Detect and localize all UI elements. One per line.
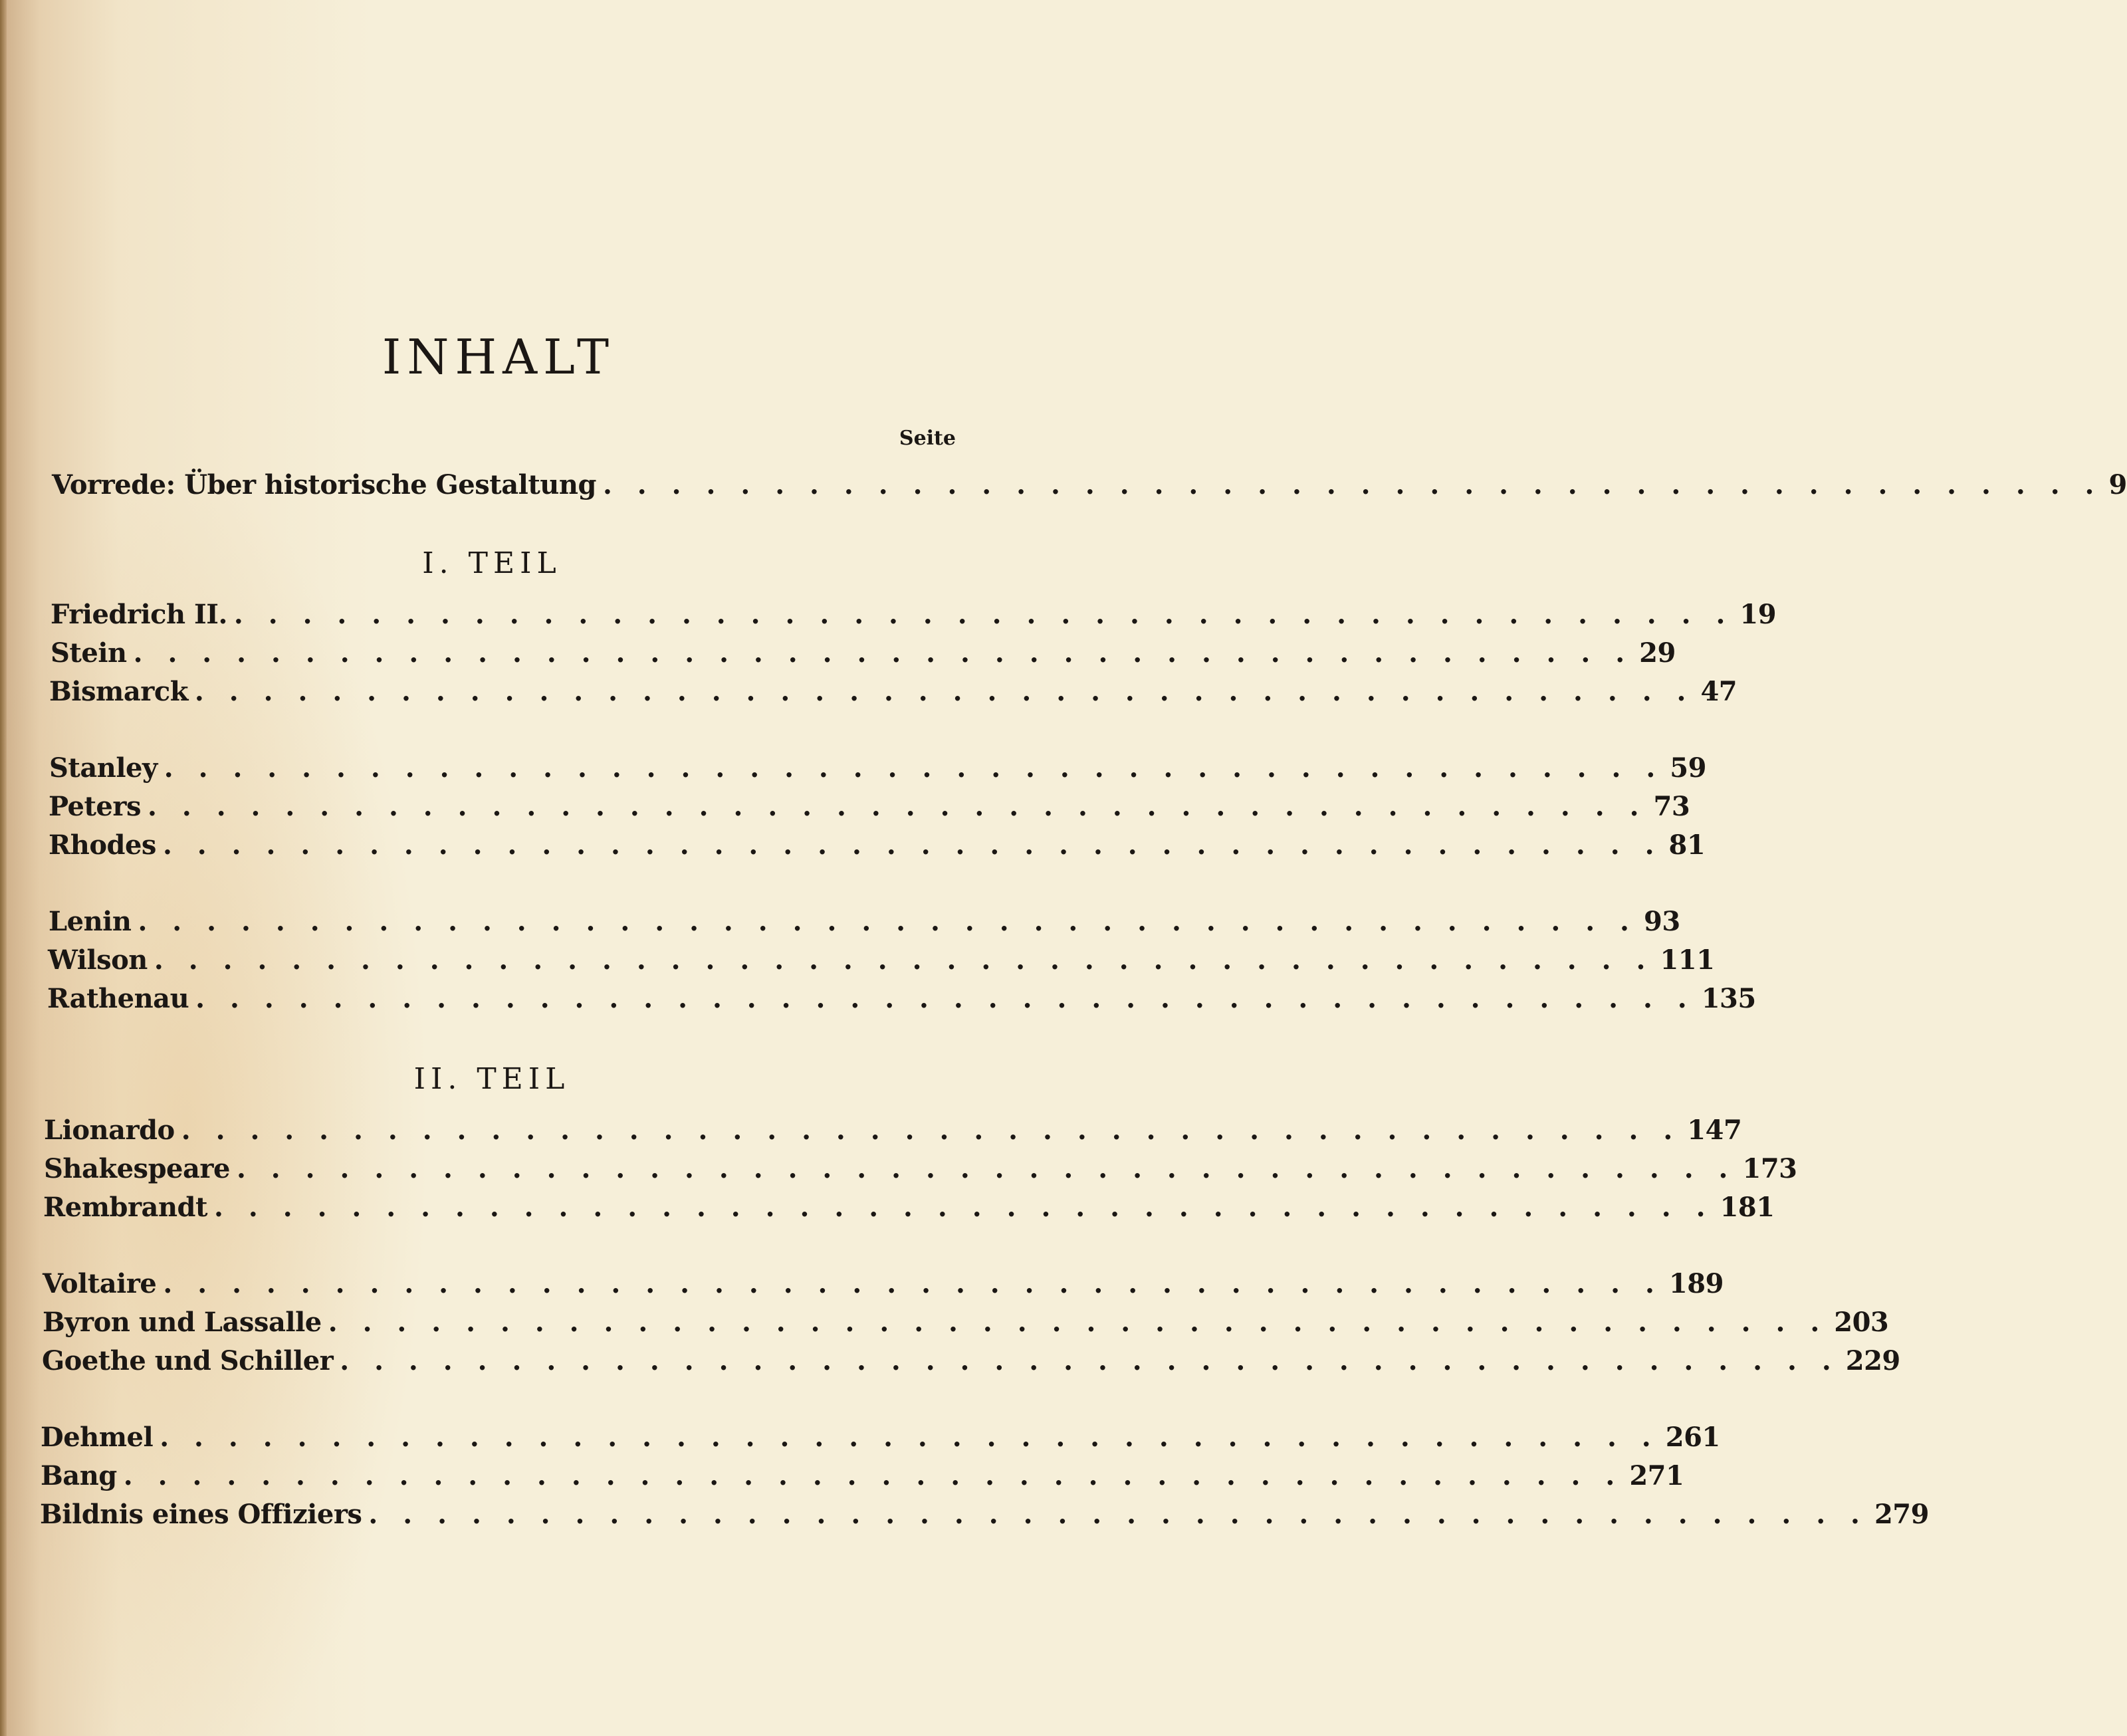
toc-entry [43, 1305, 1889, 1341]
toc-entry-title: Rathenau [47, 983, 189, 1014]
toc-entry-page: 29 [1639, 637, 1676, 669]
toc-entry-page: 147 [1687, 1115, 1742, 1146]
toc-entry [49, 674, 1737, 710]
toc-entry-page: 81 [1668, 829, 1706, 861]
toc-entry-title: Voltaire [43, 1268, 157, 1299]
toc-entry-title: Peters [49, 791, 141, 822]
toc-entry-page: 73 [1653, 791, 1690, 822]
dot-leader: . . . . . . . . . . . . . . . . . . . . . . . . . . . . . . . . . . . . . . . . . . . . [181, 1115, 1681, 1146]
toc-entry-page: 229 [1845, 1345, 1900, 1376]
toc-entry-title: Dehmel [41, 1422, 154, 1453]
toc-entry-page: 271 [1629, 1460, 1684, 1491]
dot-leader: . . . . . . . . . . . . . . . . . . . . . . . . . . . . . . . . . . . . . . . . . . . . [164, 752, 1664, 784]
toc-entry-title: Goethe und Schiller [42, 1345, 334, 1376]
toc-entry-page: 135 [1701, 983, 1756, 1014]
page-title: INHALT [382, 329, 616, 385]
toc-entry-page: 93 [1643, 906, 1680, 937]
toc-entry-page: 173 [1742, 1153, 1797, 1184]
dot-leader: . . . . . . . . . . . . . . . . . . . . . . . . . . . . . . . . . . . . . . . . . . . . [163, 1268, 1662, 1299]
toc-entry-title: Rhodes [49, 829, 156, 861]
toc-entry-title: Lionardo [44, 1115, 175, 1146]
dot-leader: . . . . . . . . . . . . . . . . . . . . . . . . . . . . . . . . . . . . . . . . . . . . [195, 983, 1695, 1014]
toc-entry-title: Stanley [49, 752, 158, 784]
toc-entry-title: Byron und Lassalle [43, 1307, 322, 1338]
toc-entry [44, 1151, 1797, 1187]
toc-entry-title: Lenin [49, 906, 132, 937]
toc-entry [51, 597, 1777, 633]
toc-entry [42, 1343, 1900, 1379]
toc-entry-page: 279 [1874, 1499, 1929, 1530]
toc-entry-preface [52, 467, 2127, 503]
toc-entry-title: Stein [51, 637, 127, 669]
dot-leader: . . . . . . . . . . . . . . . . . . . . . . . . . . . . . . . . . . . . . . . . . . . . [154, 944, 1654, 976]
dot-leader: . . . . . . . . . . . . . . . . . . . . . . . . . . . . . . . . . . . . . . . . . . . . [328, 1307, 1828, 1338]
toc-entry [49, 827, 1706, 863]
dot-leader: . . . . . . . . . . . . . . . . . . . . . . . . . . . . . . . . . . . . . . . . . . . . [233, 599, 1734, 630]
toc-entry-page: 181 [1720, 1192, 1775, 1223]
toc-entry [43, 1266, 1724, 1302]
part-2-heading: II. TEIL [413, 1062, 570, 1096]
toc-entry [43, 1190, 1775, 1226]
toc-entry-title: Rembrandt [43, 1192, 208, 1223]
dot-leader: . . . . . . . . . . . . . . . . . . . . . . . . . . . . . . . . . . . . . . . . . . . . [340, 1345, 1839, 1376]
toc-entry-title: Shakespeare [44, 1153, 230, 1184]
toc-entry [51, 635, 1676, 671]
dot-leader: . . . . . . . . . . . . . . . . . . . . . . . . . . . . . . . . . . . . . . . . . . . . [123, 1460, 1623, 1491]
toc-entry-page: 111 [1660, 944, 1715, 976]
toc-entry-page: 189 [1668, 1268, 1724, 1299]
dot-leader: . . . . . . . . . . . . . . . . . . . . . . . . . . . . . . . . . . . . . . . . . . . . [214, 1192, 1714, 1223]
toc-entry [49, 904, 1680, 940]
toc-entry [44, 1113, 1742, 1148]
dot-leader: . . . . . . . . . . . . . . . . . . . . . . . . . . . . . . . . . . . . . . . . . . . . [133, 637, 1633, 669]
toc-entry [40, 1497, 1929, 1533]
dot-leader: . . . . . . . . . . . . . . . . . . . . . . . . . . . . . . . . . . . . . . . . . . . . [160, 1422, 1659, 1453]
toc-entry-page: 9 [2108, 469, 2127, 500]
dot-leader: . . . . . . . . . . . . . . . . . . . . . . . . . . . . . . . . . . . . . . . . . . . . [368, 1499, 1868, 1530]
toc-entry [41, 1458, 1684, 1494]
toc-entry-title: Bildnis eines Offiziers [40, 1499, 362, 1530]
toc-entry-page: 47 [1700, 676, 1737, 707]
toc-entry-page: 261 [1665, 1422, 1720, 1453]
toc-entry-title: Vorrede: Über historische Gestaltung [52, 469, 596, 500]
toc-entry-page: 19 [1739, 599, 1777, 630]
page-edge-shadow [0, 0, 7, 1736]
toc-entry-title: Wilson [48, 944, 148, 976]
dot-leader: . . . . . . . . . . . . . . . . . . . . . . . . . . . . . . . . . . . . . . . . . . . . [194, 676, 1694, 707]
toc-entry-page: 59 [1670, 752, 1706, 784]
dot-leader: . . . . . . . . . . . . . . . . . . . . . . . . . . . . . . . . . . . . . . . . . . . . [602, 469, 2102, 500]
dot-leader: . . . . . . . . . . . . . . . . . . . . . . . . . . . . . . . . . . . . . . . . . . . . [162, 829, 1662, 861]
part-1-heading: I. TEIL [422, 546, 562, 580]
toc-entry [47, 981, 1756, 1017]
dot-leader: . . . . . . . . . . . . . . . . . . . . . . . . . . . . . . . . . . . . . . . . . . . . [236, 1153, 1736, 1184]
page-column-label: Seite [899, 427, 956, 450]
toc-entry-page: 203 [1834, 1307, 1889, 1338]
toc-entry-title: Friedrich II. [51, 599, 227, 630]
toc-entry-title: Bang [41, 1460, 117, 1491]
toc-entry [48, 942, 1715, 978]
toc-entry-title: Bismarck [49, 676, 188, 707]
dot-leader: . . . . . . . . . . . . . . . . . . . . . . . . . . . . . . . . . . . . . . . . . . . . [147, 791, 1647, 822]
toc-entry [49, 750, 1706, 786]
dot-leader: . . . . . . . . . . . . . . . . . . . . . . . . . . . . . . . . . . . . . . . . . . . . [138, 906, 1637, 937]
toc-entry [49, 789, 1690, 825]
toc-entry [41, 1420, 1720, 1456]
